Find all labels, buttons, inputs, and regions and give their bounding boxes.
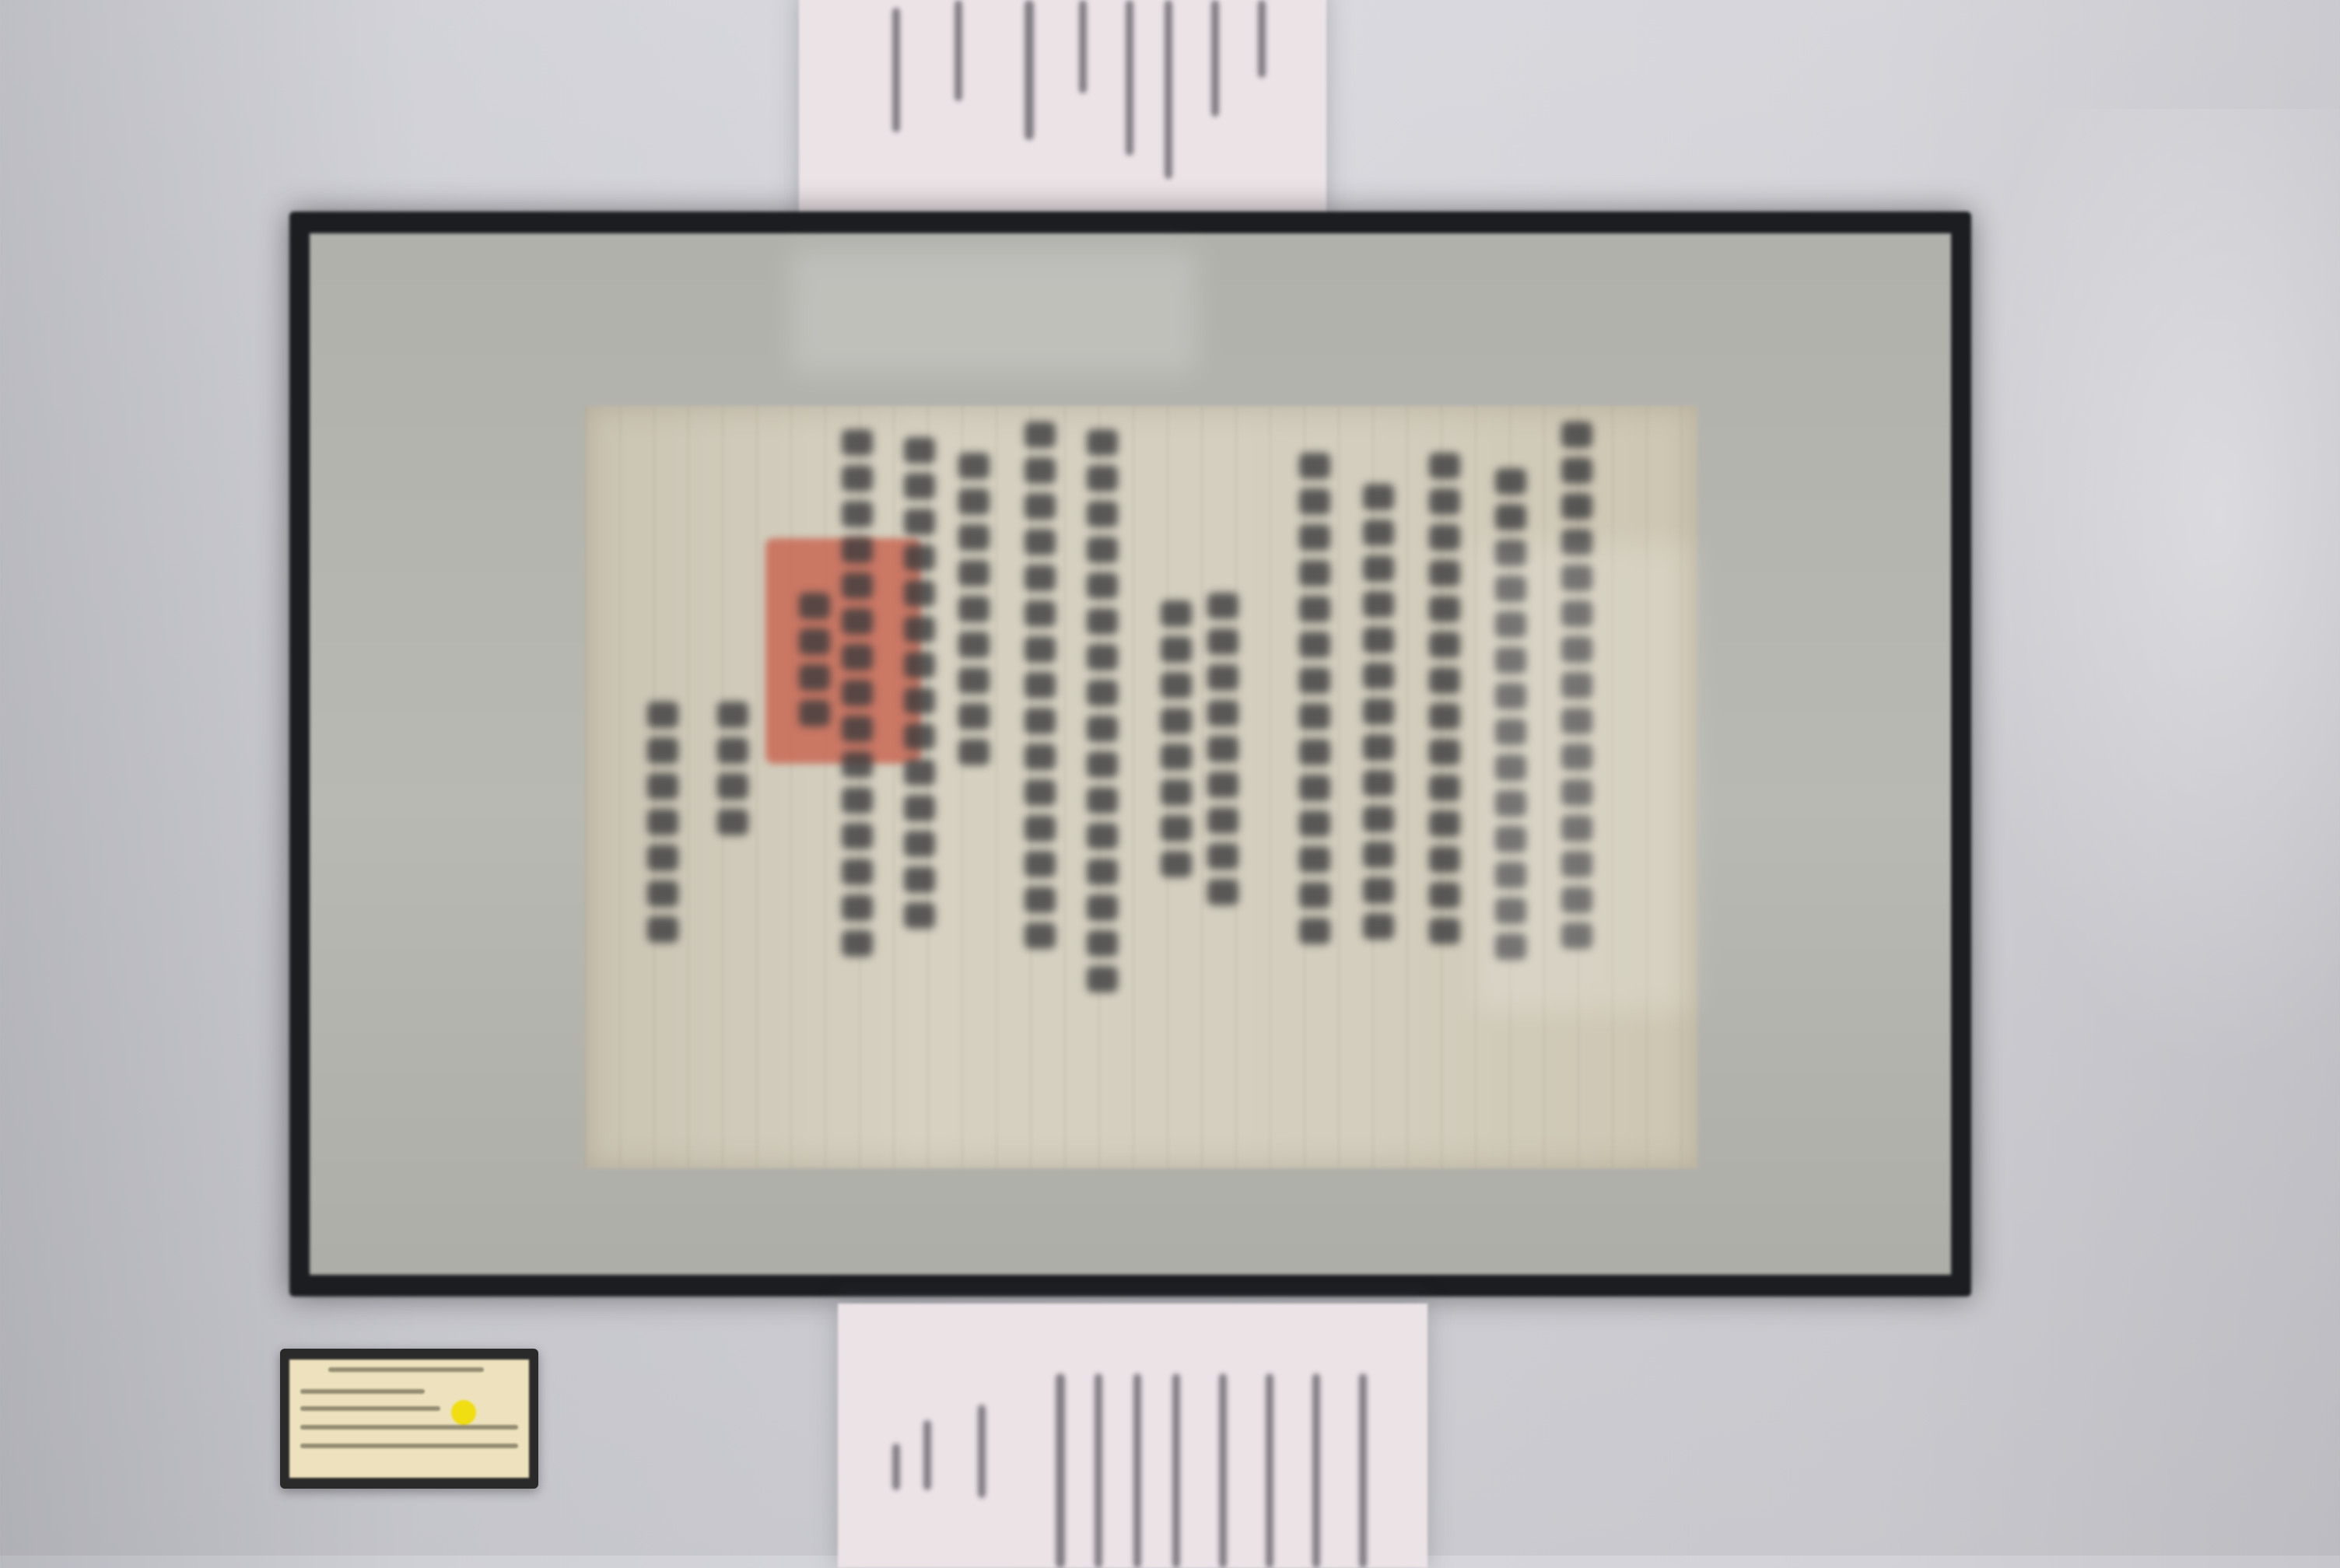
text-stroke bbox=[978, 1405, 986, 1498]
text-stroke bbox=[892, 8, 900, 132]
text-stroke bbox=[1056, 1374, 1065, 1568]
calligraphy-column bbox=[1495, 468, 1526, 969]
top-caption-card bbox=[799, 0, 1326, 224]
calligraphy-column bbox=[717, 702, 748, 845]
calligraphy-column bbox=[842, 429, 873, 966]
calligraphy-column bbox=[647, 702, 678, 952]
calligraphy-column bbox=[1087, 429, 1118, 1002]
calligraphy-column bbox=[1161, 600, 1192, 887]
exhibit-label-card bbox=[289, 1360, 529, 1478]
text-stroke bbox=[1359, 1374, 1367, 1568]
picture-frame bbox=[289, 212, 1971, 1297]
text-stroke bbox=[1258, 0, 1266, 78]
text-stroke bbox=[892, 1444, 900, 1490]
text-stroke bbox=[923, 1420, 931, 1490]
calligraphy-column bbox=[1025, 422, 1056, 958]
text-stroke bbox=[1165, 0, 1172, 179]
text-stroke bbox=[1079, 0, 1087, 93]
text-stroke bbox=[1266, 1374, 1273, 1568]
label-text-line bbox=[328, 1367, 484, 1372]
calligraphy-column bbox=[1363, 484, 1394, 949]
calligraphy-column bbox=[1299, 453, 1330, 954]
calligraphy-column bbox=[958, 453, 990, 775]
text-stroke bbox=[1095, 1374, 1102, 1568]
text-stroke bbox=[1211, 0, 1219, 117]
paper-ruling bbox=[585, 406, 1697, 1168]
label-text-line bbox=[300, 1425, 518, 1430]
calligraphy-column bbox=[904, 437, 935, 938]
calligraphy-column bbox=[799, 593, 830, 736]
yellow-marker-icon bbox=[451, 1400, 476, 1425]
glass-glare bbox=[1935, 109, 2340, 1120]
text-stroke bbox=[955, 0, 962, 101]
text-stroke bbox=[1312, 1374, 1320, 1568]
calligraphy-column bbox=[1207, 593, 1238, 915]
text-stroke bbox=[1025, 0, 1034, 140]
text-stroke bbox=[1133, 1374, 1141, 1568]
label-text-line bbox=[300, 1444, 518, 1448]
frame-mat bbox=[310, 233, 1951, 1275]
text-stroke bbox=[1126, 0, 1133, 156]
bottom-caption-card bbox=[838, 1304, 1427, 1568]
calligraphy-column bbox=[1561, 422, 1592, 958]
exhibit-label bbox=[280, 1349, 538, 1489]
label-text-line bbox=[300, 1389, 425, 1394]
calligraphy-document bbox=[585, 406, 1697, 1168]
text-stroke bbox=[1172, 1374, 1180, 1568]
label-text-line bbox=[300, 1406, 440, 1411]
glass-reflection bbox=[792, 249, 1196, 373]
calligraphy-column bbox=[1429, 453, 1460, 954]
text-stroke bbox=[1219, 1374, 1227, 1568]
